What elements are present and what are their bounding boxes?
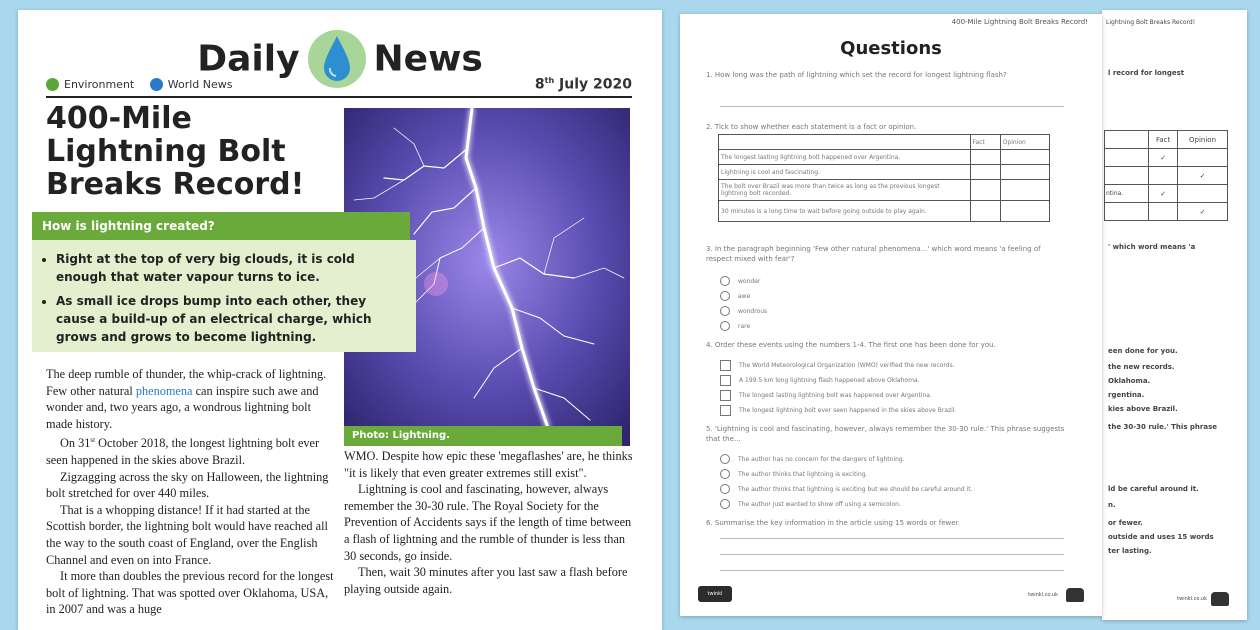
answer-text: ntina. [1105,185,1149,203]
option-label: wondrous [738,307,768,315]
answer-text: outside and uses 15 words [1108,533,1214,541]
answer-text: or fewer. [1108,519,1143,527]
option-label: The author thinks that lightning is exciting. [738,470,868,478]
answer-table-head-opinion: Opinion [1178,131,1228,149]
topic-world-news [150,78,233,91]
text-run: can inspire such awe and wonder and, two years ago, a wondrous lightning bolt made history. [46,383,319,431]
fact-tick-cell[interactable] [970,201,1000,222]
glossary-word-link[interactable]: phenomena [135,383,193,398]
article-paragraph: That is a whopping distance! If it had started at the Scottish border, the lightning bolt would have reached all the way to the south coast of England, over the English Channel and even on into France. [46,502,328,567]
date-day: 8 [534,76,545,93]
option-radio[interactable] [720,276,760,286]
masthead-daily: Daily [197,38,300,80]
opinion-tick-cell[interactable] [1000,180,1049,201]
question-1: 1. How long was the path of lightning which set the record for longest lightning flash? [706,71,1007,79]
text-run: On 31 [60,436,91,451]
topic-environment-label: Environment [64,78,135,91]
option-label: A 199.5 km long lightning flash happened above Oklahoma. [739,377,920,384]
answer-line [720,106,1064,107]
fact-tick-cell[interactable] [970,165,1000,180]
question-5: 5. 'Lightning is cool and fascinating, however, always remember the 30-30 rule.' This phrase suggests that the... [706,425,1065,443]
radio-circle[interactable] [720,499,730,509]
option-radio[interactable] [720,321,750,331]
leaf-icon [46,78,59,91]
number-box[interactable] [720,405,731,416]
text-run: The deep rumble of thunder, the whip-crack of lightning. Few other natural [46,367,327,398]
article-paragraph [46,432,336,468]
article-column-2 [344,448,636,597]
option-label: The author thinks that lightning is exciting but we should be careful around it. [738,485,973,493]
number-box[interactable] [720,390,731,401]
answer-text: ld be careful around it. [1108,485,1199,493]
info-bullet: • Right at the top of very big clouds, it is cold enough that water vapour turns to ice. [56,250,402,286]
number-box[interactable] [720,360,731,371]
answer-table-head-fact: Fact [1149,131,1178,149]
questions-title: Questions [840,38,942,59]
order-item[interactable] [720,360,955,371]
answer-text: n. [1108,501,1116,509]
option-radio[interactable] [720,306,767,316]
dateline [535,76,632,93]
answer-text: l record for longest [1108,69,1185,77]
article-paragraph [46,366,336,432]
answer-sheet [1102,10,1247,620]
question-2: 2. Tick to show whether each statement is a fact or opinion. [706,123,917,131]
owl-icon [1066,588,1084,602]
option-radio[interactable] [720,499,901,509]
opinion-tick-cell[interactable] [1000,150,1049,165]
answer-table [1104,130,1228,221]
article-paragraph: Zigzagging across the sky on Halloween, the lightning bolt stretched for over 440 miles. [46,469,329,501]
option-label: The longest lasting lightning bolt was happened over Argentina. [739,392,932,399]
topic-world-news-label: World News [167,78,233,91]
info-box-list [40,250,402,346]
option-label: The author has no concern for the dangers of lightning. [738,455,905,463]
answer-text: Oklahoma. [1108,377,1151,385]
order-item[interactable] [720,390,932,401]
twinkl-logo: twinkl [698,586,732,602]
tick-mark: ✓ [1178,167,1228,185]
opinion-tick-cell[interactable] [1000,165,1049,180]
radio-circle[interactable] [720,276,730,286]
date-suffix: th [544,76,555,85]
ordinal-suffix: st [90,436,96,445]
question-6: 6. Summarise the key information in the article using 15 words or fewer. [706,519,961,527]
radio-circle[interactable] [720,291,730,301]
info-bullet: • As small ice drops bump into each other, they cause a build-up of an electrical charge, which grows and grows to become lightning. [56,292,402,346]
headline-line-3: Breaks Record! [46,167,305,202]
statement-cell: 30 minutes is a long time to wait before going outside to play again. [719,201,971,222]
option-radio[interactable] [720,469,868,479]
footer-url: twinkl.co.uk [1028,592,1058,598]
option-label: The World Meteorological Organization (WMO) verified the new records. [739,362,955,369]
article-paragraph: Then, wait 30 minutes after you last saw a flash before playing outside again. [344,565,628,596]
footer-url: twinkl.co.uk [1177,596,1207,602]
option-radio[interactable] [720,454,905,464]
headline [46,102,336,201]
topic-bar [46,78,632,94]
newspaper-sheet [18,10,662,630]
answer-text: rgentina. [1108,391,1145,399]
photo-caption: Photo: Lightning. [344,426,622,446]
article-paragraph: WMO. Despite how epic these 'megaflashes' are, he thinks "it is likely that even greater extremes still exist". [344,449,633,480]
table-head-fact: Fact [970,135,1000,150]
topic-environment [46,78,134,91]
info-box-title: How is lightning created? [32,212,410,240]
number-box[interactable] [720,375,731,386]
order-item[interactable] [720,375,920,386]
option-label: awe [738,292,751,300]
radio-circle[interactable] [720,484,730,494]
radio-circle[interactable] [720,306,730,316]
header-rule [46,96,632,98]
fact-tick-cell[interactable] [970,180,1000,201]
answer-line [720,554,1064,555]
answer-line [720,538,1064,539]
info-box [32,240,416,352]
tick-mark: ✓ [1149,185,1178,203]
option-label: wonder [738,277,761,285]
statement-cell: The bolt over Brazil was more than twice as long as the previous longest lightning bolt recorded. [719,180,971,201]
globe-icon [150,78,163,91]
radio-circle[interactable] [720,321,730,331]
option-radio[interactable] [720,484,972,494]
tick-mark: ✓ [1149,149,1178,167]
answer-text: ter lasting. [1108,547,1152,555]
article-paragraph: It more than doubles the previous record for the longest bolt of lightning. That was spotted over Oklahoma, USA, in 2007 and was a huge [46,569,334,617]
table-head-opinion: Opinion [1000,135,1049,150]
fact-opinion-table [718,134,1050,222]
questions-sheet [680,14,1102,616]
question-4: 4. Order these events using the numbers 1-4. The first one has been done for you. [706,341,996,349]
date-month-year: July 2020 [554,76,632,93]
headline-line-1: 400-Mile [46,101,192,136]
answer-text: een done for you. [1108,347,1178,355]
article-paragraph: Lightning is cool and fascinating, however, always remember the 30-30 rule. The Royal Society for the Prevention of Accidents says if the length of time between a flash of lightning and the rumble of thunder is less than 30 seconds, go inside. [344,482,632,563]
question-3: 3. In the paragraph beginning 'Few other natural phenomena...' which word means 'a feeling of respect mixed with fear'? [706,245,1041,263]
headline-line-2: Lightning Bolt [46,134,286,169]
order-item[interactable] [720,405,956,416]
tick-mark: ✓ [1178,203,1228,221]
option-label: rare [738,322,751,330]
running-header: 400-Mile Lightning Bolt Breaks Record! [951,18,1088,26]
option-radio[interactable] [720,291,750,301]
article-column-1 [46,366,336,618]
fact-tick-cell[interactable] [970,150,1000,165]
answer-text: the 30-30 rule.' This phrase [1108,423,1218,431]
answer-text: the new records. [1108,363,1175,371]
owl-icon [1211,592,1229,606]
answer-text: ' which word means 'a [1108,243,1196,251]
radio-circle[interactable] [720,454,730,464]
answer-line [720,570,1064,571]
masthead-news: News [373,38,483,80]
option-label: The author just wanted to show off using a semicolon. [738,500,901,508]
option-label: The longest lightning bolt ever seen happened in the skies above Brazil. [739,407,957,414]
text-run: October 2018, the longest lightning bolt ever seen happened in the skies above Brazil. [46,436,320,468]
opinion-tick-cell[interactable] [1000,201,1049,222]
answer-text: kies above Brazil. [1108,405,1178,413]
statement-cell: Lightning is cool and fascinating. [719,165,971,180]
statement-cell: The longest lasting lightning bolt happened over Argentina. [719,150,971,165]
answer-sheet-header: Lightning Bolt Breaks Record! [1106,19,1196,26]
radio-circle[interactable] [720,469,730,479]
